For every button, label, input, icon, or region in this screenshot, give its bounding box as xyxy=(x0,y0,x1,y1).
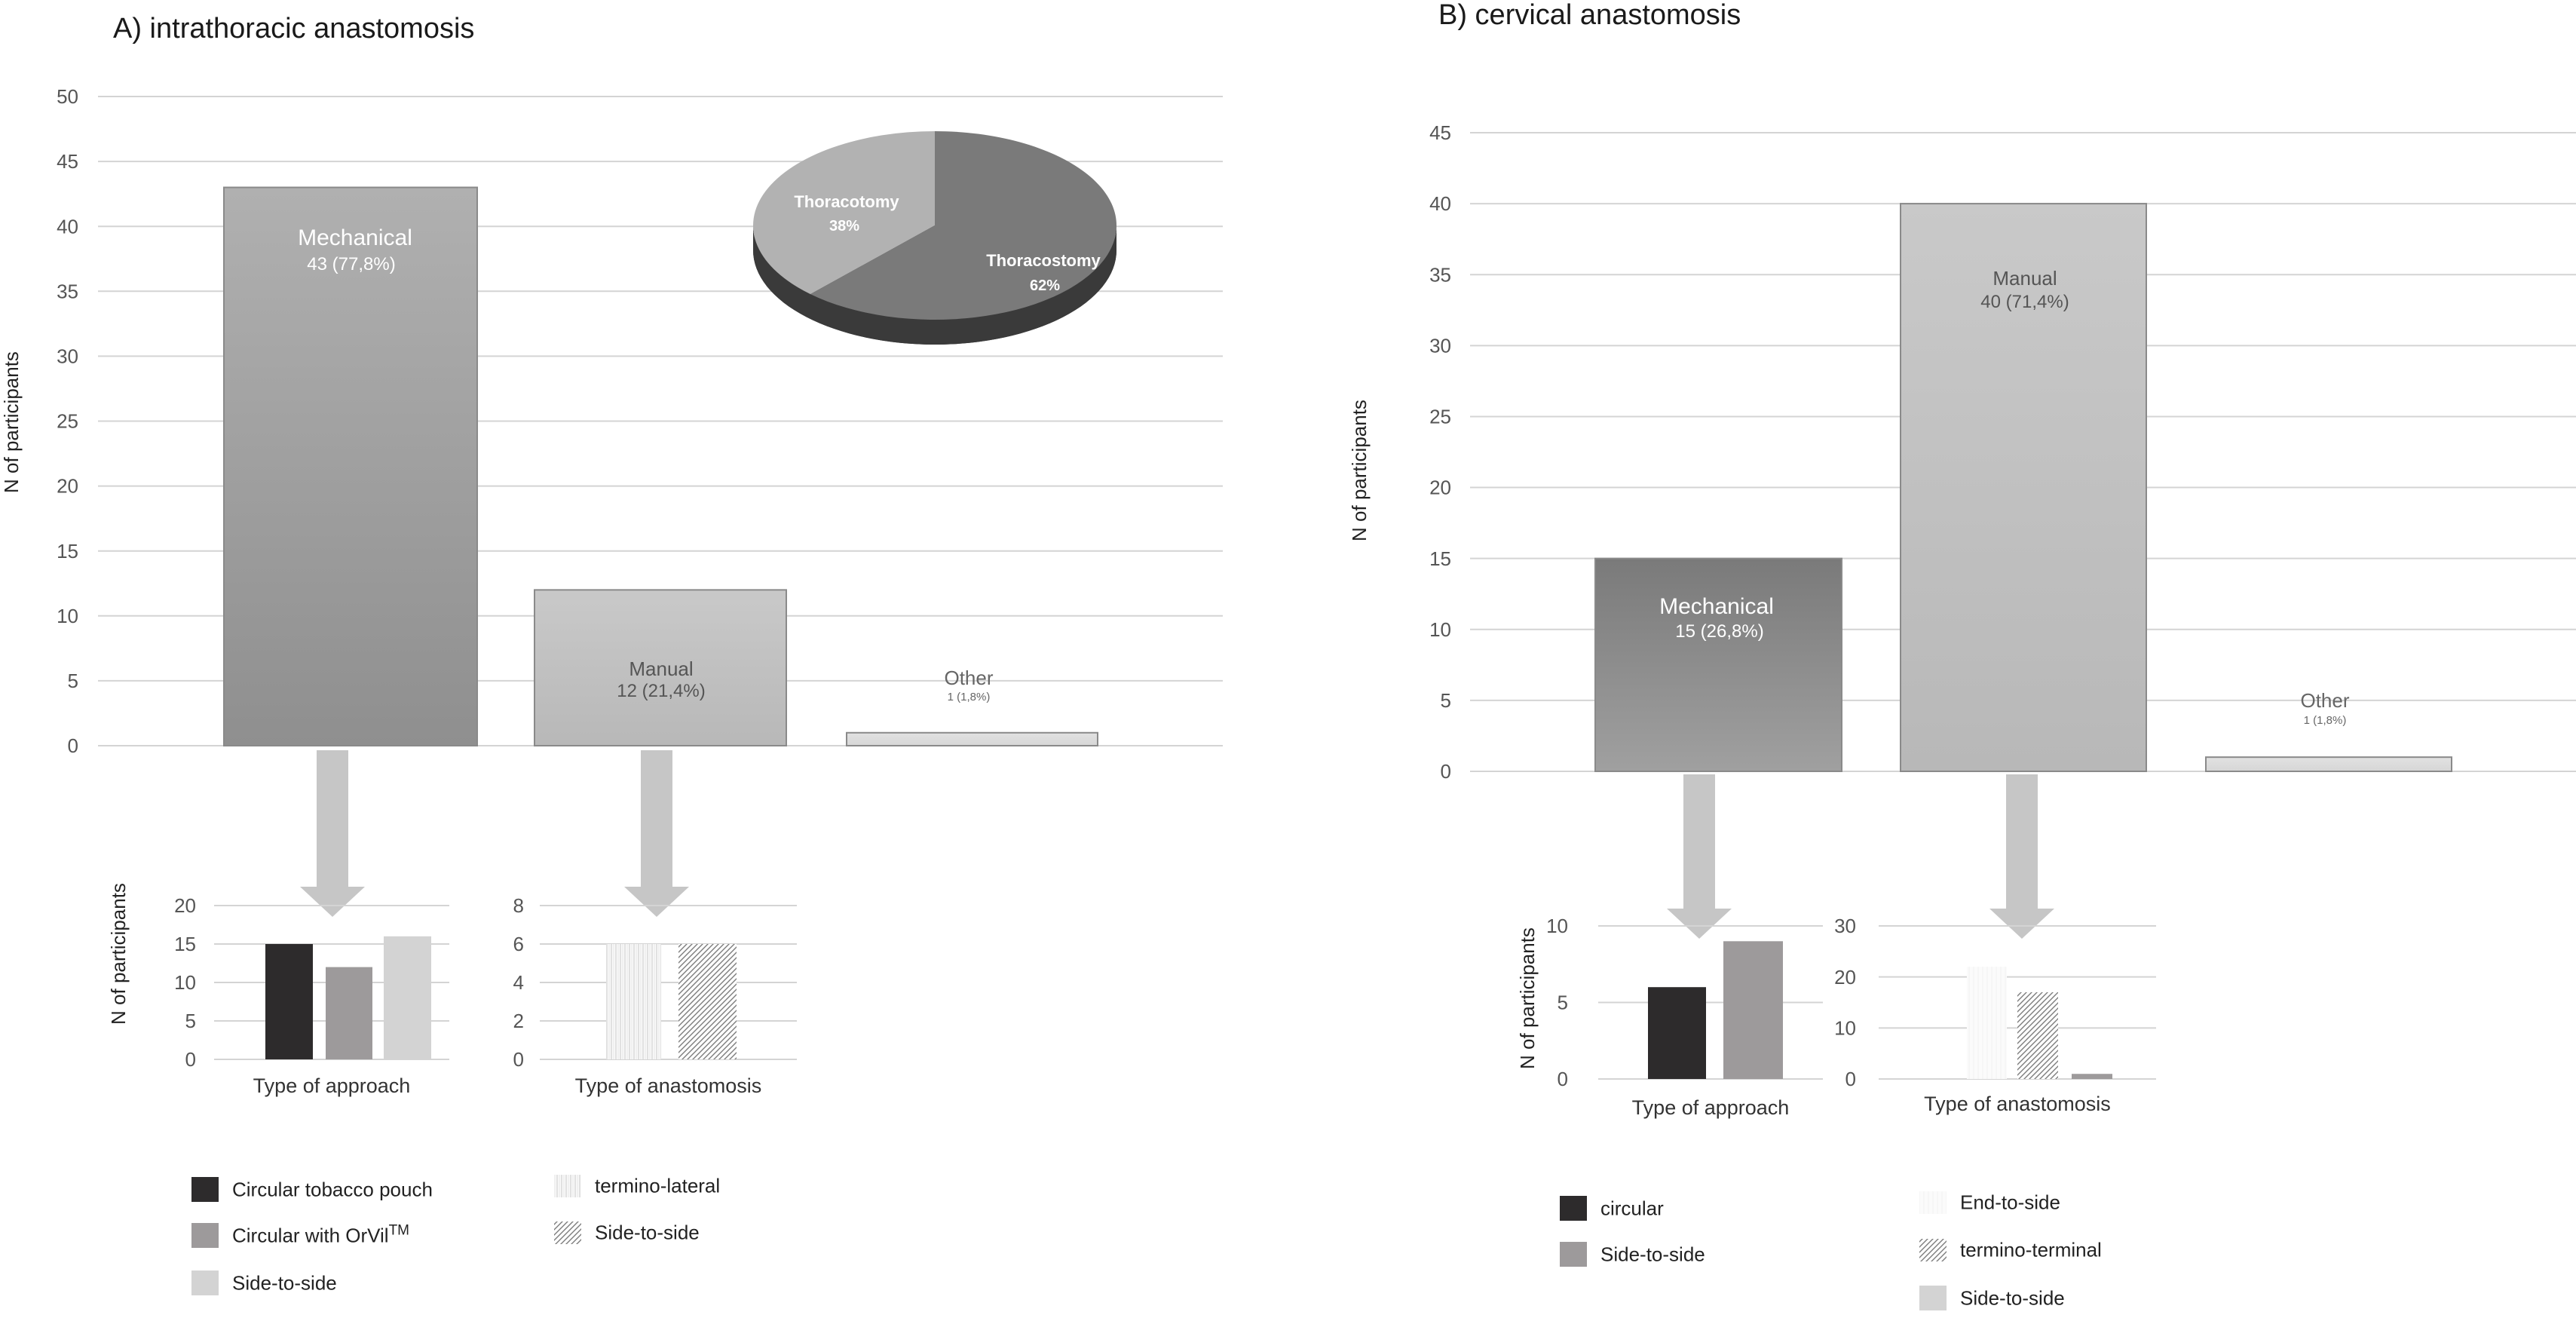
down-arrow xyxy=(624,750,689,917)
y-tick-label: 4 xyxy=(513,971,524,995)
y-tick-label: 10 xyxy=(1429,618,1451,641)
legend-label-text: Side-to-side xyxy=(595,1221,700,1244)
small-bar xyxy=(1967,967,2007,1079)
legend-swatch xyxy=(1919,1286,1947,1310)
data-label: 43 (77,8%) xyxy=(307,254,396,274)
legend-item xyxy=(191,1177,433,1202)
down-arrow xyxy=(1667,774,1732,939)
legend-label xyxy=(595,1174,720,1197)
legend-label xyxy=(1600,1197,1664,1220)
small-bar xyxy=(2072,1074,2112,1079)
legend-label xyxy=(1960,1287,2065,1310)
bar-other xyxy=(847,733,1098,746)
legend-swatch xyxy=(1560,1196,1587,1221)
legend-swatch xyxy=(191,1177,219,1202)
legend-item xyxy=(1560,1242,1705,1267)
y-tick-label: 20 xyxy=(174,894,196,918)
down-arrow xyxy=(300,750,365,917)
legend-label-text: circular xyxy=(1600,1197,1664,1220)
x-axis-label: Type of anastomosis xyxy=(574,1074,762,1097)
legend-label-text: Circular with OrVil xyxy=(232,1224,389,1247)
y-tick-label: 20 xyxy=(57,474,78,498)
legend-item xyxy=(1919,1238,2102,1261)
legend-item xyxy=(191,1270,337,1295)
x-axis-label: Type of approach xyxy=(1631,1096,1790,1119)
legend-label xyxy=(232,1179,433,1201)
legend-label-text: End-to-side xyxy=(1960,1191,2060,1214)
y-tick-label: 0 xyxy=(513,1048,524,1071)
legend-swatch xyxy=(191,1223,219,1248)
y-axis-label: N of participants xyxy=(107,883,130,1025)
y-tick-label: 10 xyxy=(57,604,78,627)
legend-label xyxy=(1960,1238,2102,1261)
legend-label-superscript: TM xyxy=(388,1222,409,1239)
y-axis-label: N of participants xyxy=(1348,400,1371,541)
legend-item xyxy=(1560,1196,1664,1221)
panel-title: B) cervical anastomosis xyxy=(1438,0,1741,31)
bar-label: Mechanical xyxy=(1659,594,1774,619)
legend-label xyxy=(1600,1243,1705,1266)
y-tick-label: 30 xyxy=(1834,915,1856,938)
y-tick-label: 45 xyxy=(57,150,78,173)
y-tick-label: 45 xyxy=(1429,121,1451,145)
small-bar xyxy=(384,936,431,1059)
bar-mechanical xyxy=(1595,559,1842,771)
y-tick-label: 40 xyxy=(1429,192,1451,216)
legend-label xyxy=(232,1272,337,1295)
y-tick-label: 25 xyxy=(1429,405,1451,428)
y-tick-label: 0 xyxy=(1440,760,1451,783)
y-tick-label: 0 xyxy=(1845,1068,1856,1091)
y-tick-label: 5 xyxy=(185,1010,196,1033)
y-tick-label: 15 xyxy=(57,539,78,562)
y-tick-label: 5 xyxy=(1440,688,1451,712)
data-label: 12 (21,4%) xyxy=(617,681,706,701)
legend-item xyxy=(554,1174,720,1197)
y-tick-label: 2 xyxy=(513,1010,524,1033)
y-tick-label: 5 xyxy=(67,670,78,692)
bar-label: Other xyxy=(2300,689,2350,712)
bar-label: Mechanical xyxy=(298,225,412,250)
small-bar xyxy=(1723,941,1783,1079)
y-tick-label: 15 xyxy=(174,933,196,956)
y-tick-label: 50 xyxy=(57,85,78,109)
y-tick-label: 6 xyxy=(513,933,524,956)
legend-label-text: Side-to-side xyxy=(232,1271,337,1295)
legend-label-text: termino-lateral xyxy=(595,1174,721,1197)
x-axis-label: Type of approach xyxy=(253,1074,411,1097)
y-tick-label: 35 xyxy=(57,280,78,303)
data-label: 1 (1,8%) xyxy=(2303,714,2347,727)
y-tick-label: 20 xyxy=(1429,476,1451,499)
legend-label xyxy=(595,1221,700,1243)
legend-label-text: Side-to-side xyxy=(1960,1286,2065,1310)
y-tick-label: 15 xyxy=(1429,547,1451,570)
small-bar xyxy=(1648,987,1706,1079)
legend-label-text: termino-terminal xyxy=(1960,1238,2102,1261)
pie-value-label: 62% xyxy=(1029,277,1061,294)
y-tick-label: 10 xyxy=(1546,915,1568,938)
legend-swatch xyxy=(554,1175,581,1197)
legend-item xyxy=(554,1221,700,1244)
y-tick-label: 0 xyxy=(1557,1068,1568,1091)
small-bar xyxy=(265,944,313,1059)
pie-label: Thoracotomy xyxy=(794,192,899,211)
legend-swatch xyxy=(191,1270,219,1295)
y-axis-label: N of participants xyxy=(1516,927,1539,1069)
data-label: 1 (1,8%) xyxy=(947,691,991,703)
y-tick-label: 25 xyxy=(57,409,78,433)
x-axis-label: Type of anastomosis xyxy=(1924,1093,2111,1115)
y-tick-label: 0 xyxy=(67,734,78,758)
legend-label-text: Side-to-side xyxy=(1600,1243,1705,1266)
y-tick-label: 30 xyxy=(57,345,78,368)
y-tick-label: 5 xyxy=(1557,991,1568,1014)
y-tick-label: 0 xyxy=(185,1048,196,1071)
legend-item xyxy=(1919,1286,2065,1310)
bar-label: Manual xyxy=(629,657,694,680)
y-tick-label: 10 xyxy=(174,971,196,995)
panel-title: A) intrathoracic anastomosis xyxy=(113,13,475,44)
legend-swatch xyxy=(554,1221,581,1244)
legend-label xyxy=(232,1223,409,1247)
bar-label: Manual xyxy=(1992,267,2057,290)
small-bar xyxy=(2017,992,2058,1079)
legend-swatch xyxy=(1919,1191,1947,1214)
legend-swatch xyxy=(1560,1242,1587,1267)
data-label: 40 (71,4%) xyxy=(1980,292,2069,312)
y-axis-label: N of participants xyxy=(0,351,23,493)
y-tick-label: 10 xyxy=(1834,1016,1856,1040)
small-bar xyxy=(326,967,372,1059)
pie-label: Thoracostomy xyxy=(986,251,1101,270)
y-tick-label: 8 xyxy=(513,894,524,918)
legend-item xyxy=(1919,1191,2060,1214)
legend-label xyxy=(1960,1191,2060,1213)
legend-label-text: Circular tobacco pouch xyxy=(232,1178,433,1201)
small-bar xyxy=(606,944,661,1059)
bar-other xyxy=(2206,757,2452,771)
pie-value-label: 38% xyxy=(829,218,860,234)
y-tick-label: 30 xyxy=(1429,334,1451,357)
y-tick-label: 40 xyxy=(57,215,78,238)
small-bar xyxy=(678,944,737,1059)
y-tick-label: 20 xyxy=(1834,965,1856,988)
y-tick-label: 35 xyxy=(1429,263,1451,287)
legend-swatch xyxy=(1919,1239,1947,1261)
bar-label: Other xyxy=(944,667,994,689)
legend-item xyxy=(191,1223,409,1248)
data-label: 15 (26,8%) xyxy=(1675,621,1764,642)
down-arrow xyxy=(1989,774,2054,939)
